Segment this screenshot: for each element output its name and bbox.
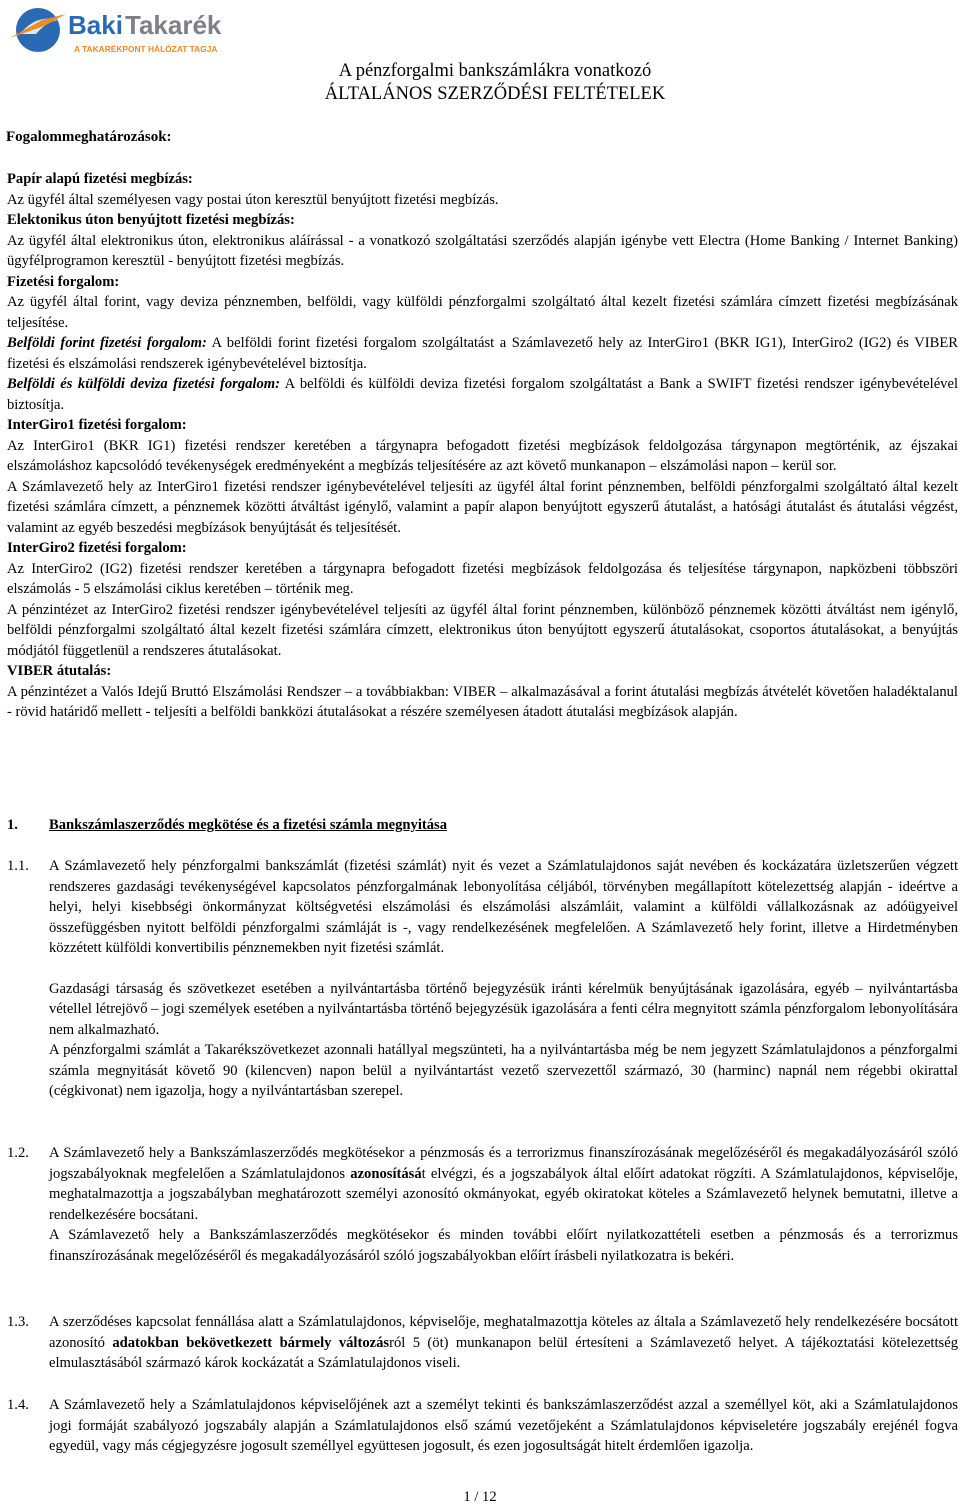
definition-text-viber: A pénzintézet a Valós Idejű Bruttó Elszámolási Rendszer – a továbbiakban: VIBER – alkalmazásával a forint átutalási megbízás átvételét követően haladéktalanul - rövid határidő mellett - teljesíti a belföldi bankközi átutalásokat a részére személyesen átadott átutalási megbízások alapján. [7,683,958,720]
definition-term-payment: Fizetési forgalom: [7,273,120,290]
clause-1-1 [7,856,958,1102]
section-1-title: Bankszámlaszerződés megkötése és a fizetési számla megnyitása [49,817,448,833]
clause-1-2-paragraph-2: A Számlavezető hely a Bankszámlaszerződés megkötésekor és minden további előírt nyilatkozattételi esetben a pénzmosás és a terrorizmus finanszírozásának megelőzéséről és megakadályozásáról szóló jogszabályokban előírt írásbeli nyilatkozatra is bekéri. [49,1227,958,1264]
logo-brand-suffix: Takarék [125,10,222,40]
clause-1-2-paragraph-1: A Számlavezető hely a Bankszámlaszerződés megkötésekor a pénzmosás és a terrorizmus finanszírozásának megelőzéséről és megakadályozásáról szóló jogszabályoknak megfelelően a Számlatulajdonos azonosítását elvégzi, és a jogszabályok által előírt adatokat rögzíti. A Számlatulajdonos, képviselője, meghatalmazottja a jogszabályban meghatározott személyi azonosító okmányokat, egyéb okiratokat köteles a Számlavezető helynek bemutatni, illetve a rendelkezésére bocsátani. [49,1145,958,1223]
clause-1-3 [7,1312,958,1374]
definition-text-domestic-huf: A belföldi forint fizetési forgalom szolgáltatást a Számlavezető hely az InterGiro1 (BKR IG1), InterGiro2 (IG2) és VIBER fizetési és elszámolási rendszerek igénybevételével biztosítja. [7,335,959,372]
definition-text-ig2-2: A pénzintézet az InterGiro2 fizetési rendszer igénybevételével teljesíti az ügyfél által forint pénznemben, különböző pénznemek közötti átváltást nem igénylő, belföldi pénzforgalmi szolgáltató által kezelt fizetési számlára címzett, elektronikus úton benyújtott egyszerű átutalásokat, csoportos átutalásokat, a benyújtás módjától függetlenül a rendszeres átutalásokat. [7,601,958,659]
clause-1-1-paragraph-2: Gazdasági társaság és szövetkezet esetében a nyilvántartásba történő bejegyzésük iránti kérelmük benyújtásának igazolására, egyéb – nyilvántartásba vétellel létrejövő – jogi személyek esetében a nyilvántartásba történő bejegyzésük igazolására a fenti célra megnyitott számla pénzforgalom lebonyolítására nem alkalmazható. [49,980,958,1038]
definition-term-domestic-huf: Belföldi forint fizetési forgalom: [7,335,207,351]
definitions-heading: Fogalommeghatározások: [6,129,172,145]
bakitakarek-logo [6,0,251,62]
definition-term-viber: VIBER átutalás: [7,663,112,679]
section-1-number: 1. [7,817,18,833]
clause-1-4-number: 1.4. [7,1397,29,1413]
definition-text-ig1-1: Az InterGiro1 (BKR IG1) fizetési rendszer keretében a tárgynapra befogadott fizetési megbízások feldolgozása tárgynapon megtörténik, az éjszakai elszámoláshoz kapcsolódó tevékenységek eredményeként a megbízás teljesítésére az azt követő munkanapon – elszámolási napon – kerül sor. [7,437,958,474]
logo-brand-prefix: Baki [68,10,123,40]
definition-text-fx: A belföldi és külföldi deviza fizetési forgalom szolgáltatást a Bank a SWIFT fizetési rendszer igénybevételével biztosítja. [7,376,959,413]
clause-1-3-number: 1.3. [7,1314,29,1330]
title-line-2: ÁLTALÁNOS SZERZŐDÉSI FELTÉTELEK [324,84,666,104]
clause-1-2-number: 1.2. [7,1145,29,1161]
clause-1-1-paragraph-3: A pénzforgalmi számlát a Takarékszövetkezet azonnali hatállyal megszünteti, ha a nyilvántartásba még be nem jegyzett Számlatulajdonos a pénzforgalmi számla megnyitását követő 90 (kilencven) napon belül a nyilvántartást vezető szervezettől származó, 30 (harminc) napnál nem régebbi okirattal (cégkivonat) nem igazolja, hogy a nyilvántartásban szerepel. [49,1042,958,1099]
clause-1-2-identification-bold: azonosításá [350,1165,422,1182]
logo-tagline: A TAKARÉKPONT HÁLÓZAT TAGJA [74,44,218,54]
definition-term-paper: Papír alapú fizetési megbízás: [7,171,193,187]
title-line-1: A pénzforgalmi bankszámlákra vonatkozó [338,61,652,81]
document-title [280,60,710,106]
definition-text-ig1-2: A Számlavezető hely az InterGiro1 fizetési rendszer igénybevételével teljesíti az ügyfél által forint pénznemben, belföldi pénzforgalmi szolgáltató által kezelt fizetési számlára címzett, a pénznemek közötti átváltást igénylő, valamint a papír alapon benyújtott egyszerű átutalást, a hatósági átutalást és átutalási végzést, valamint az egyéb beszedési megbízások benyújtását és teljesítését. [7,478,958,536]
definition-term-ig1: InterGiro1 fizetési forgalom: [7,417,187,433]
section-1-heading [7,815,447,836]
definition-text-payment: Az ügyfél által forint, vagy deviza pénznemben, belföldi, vagy külföldi pénzforgalmi szolgáltató által kezelt fizetési számlára címzett fizetési megbízásának teljesítése. [7,294,958,331]
definition-domestic-huf [7,333,958,374]
clause-1-3-change-bold: adatokban bekövetkezett bármely változás [112,1334,390,1351]
definitions-block [7,169,958,723]
logo-graphic [6,0,251,62]
definition-term-fx: Belföldi és külföldi deviza fizetési forgalom: [7,376,280,392]
clause-1-1-number: 1.1. [7,858,29,874]
definition-text-ig2-1: Az InterGiro2 (IG2) fizetési rendszer keretében a tárgynapra befogadott fizetési megbízások feldolgozása és teljesítése tárgynapon, napközbeni többszöri elszámolás - 5 elszámolási ciklus keretében – történik meg. [7,560,958,597]
definition-term-electronic: Elektonikus úton benyújtott fizetési megbízás: [7,212,295,228]
definition-fx [7,374,958,415]
page-number: 1 / 12 [463,1489,497,1505]
clause-1-1-paragraph-1: A Számlavezető hely pénzforgalmi bankszámlát (fizetési számlát) nyit és vezet a Számlatulajdonos saját nevében és kockázatára üzletszerűen végzett rendszeres gazdasági tevékenységével kapcsolatos pénzforgalmának lebonyolítása céljából, törvényben megállapított kötelezettség alapján - ideértve a helyi, helyi kisebbségi önkormányzat költségvetési elszámolási és elszámolási alszámláit, valamint a külföldi vállalkozásnak az adóügyeivel összefüggésben nyitott belföldi pénzforgalmi számláját is -, vagy rendelkezésének megfelelően. A Számlavezető hely forint, illetve a Hirdetményben közzétett külföldi konvertibilis pénznemekben nyit fizetési számlát. [49,858,958,956]
clause-1-4 [7,1395,958,1457]
definition-text-paper: Az ügyfél által személyesen vagy postai úton keresztül benyújtott fizetési megbízás. [7,191,499,208]
definition-text-electronic: Az ügyfél által elektronikus úton, elektronikus aláírással - a vonatkozó szolgáltatási szerződés alapján igénybe vett Electra (Home Banking / Internet Banking) ügyfélprogramon keresztül - benyújtott fizetési megbízás. [7,232,958,269]
definition-term-ig2: InterGiro2 fizetési forgalom: [7,540,187,556]
clause-1-2 [7,1143,958,1266]
clause-1-3-paragraph: A szerződéses kapcsolat fennállása alatt a Számlatulajdonos, képviselője, meghatalmazottja köteles az általa a Számlavezető hely rendelkezésére bocsátott azonosító adatokban bekövetkezett bármely változásról 5 (öt) munkanapon belül értesíteni a Számlavezető helyet. A tájékoztatási kötelezettség elmulasztásából származó károk kockázatát a Számlatulajdonos viseli. [49,1314,958,1371]
clause-1-4-paragraph: A Számlavezető hely a Számlatulajdonos képviselőjének azt a személyt tekinti és bankszámlaszerződést azzal a személlyel köt, aki a Számlatulajdonos jogi formáját szabályozó jogszabály alapján a Számlatulajdonos első számú vezetőjeként a Számlatulajdonos képviseletére jogszabály erejénél fogva egyedül, vagy más cégjegyzésre jogosult személlyel együttesen jogosult, és ezen jogosultságát hitelt érdemlően igazolja. [49,1397,958,1454]
